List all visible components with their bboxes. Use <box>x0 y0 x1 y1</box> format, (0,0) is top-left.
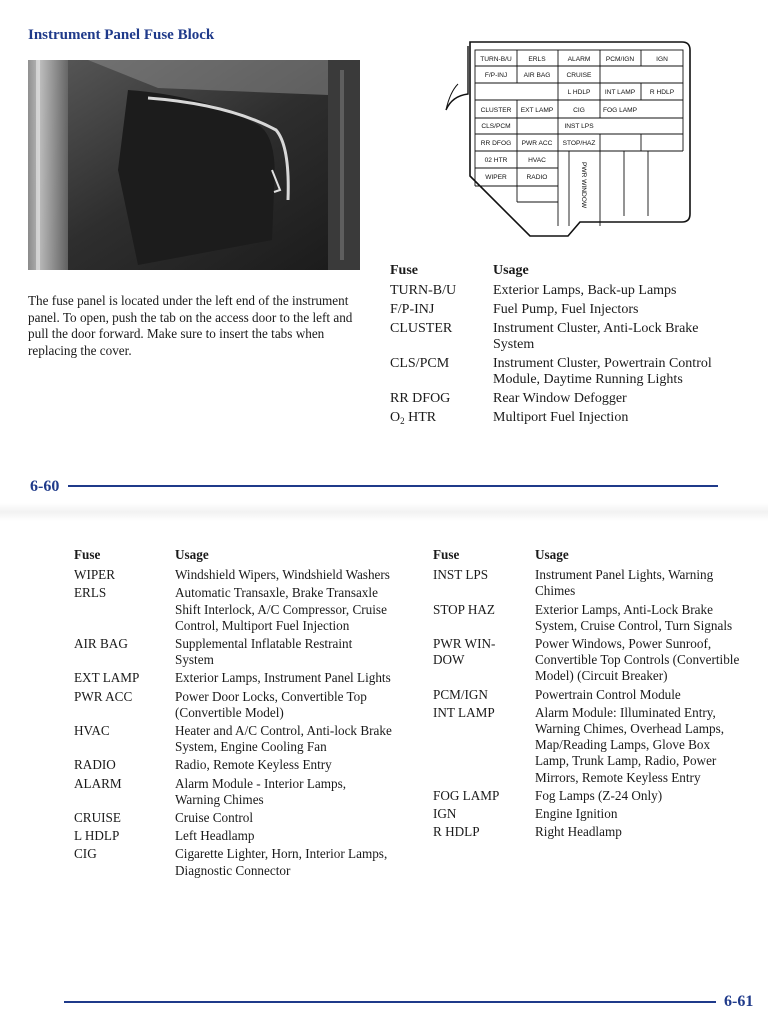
fuse-table-left <box>74 547 394 881</box>
fuse-usage: Supplemental Inflatable Restraint System <box>175 636 353 668</box>
fuse-usage: Instrument Panel Lights, Warning Chimes <box>535 567 714 599</box>
fuse-name: PWR ACC <box>74 688 133 704</box>
fuse-usage: Exterior Lamps, Anti-Lock Brake System, Cruise Control, Turn Signals <box>535 601 733 633</box>
diagram-label: FOG LAMP <box>602 107 638 114</box>
fuse-name: AIR BAG <box>74 636 128 652</box>
fuse-name: R HDLP <box>433 824 480 840</box>
fuse-usage: Power Door Locks, Convertible Top (Convertible Model) <box>175 688 367 720</box>
fuse-table-right <box>433 547 743 842</box>
page-number-left: 6-60 <box>30 478 60 495</box>
table-row <box>74 689 394 721</box>
fuse-name: CRUISE <box>74 810 121 826</box>
diagram-label: 02 HTR <box>484 157 508 164</box>
fuse-name: INT LAMP <box>433 704 495 720</box>
fuse-usage: Instrument Cluster, Anti-Lock Brake System <box>493 321 699 352</box>
fuse-usage: Alarm Module: Illuminated Entry, Warning Chimes, Overhead Lamps, Map/Reading Lamps, Glove Box Lamp, Trunk Lamp, Radio, Power Mirrors, Remote Keyless Entry <box>535 704 725 785</box>
diagram-label: RR DFOG <box>480 140 512 147</box>
diagram-label: INT LAMP <box>604 89 636 96</box>
intro-paragraph: The fuse panel is located under the left end of the instrument panel. To open, push the tab on the access door to the left and pull the door forward. Make sure to insert the tabs when replacing the cover. <box>28 293 353 358</box>
table-row <box>74 776 394 808</box>
table-row <box>390 321 720 353</box>
fuse-name: F/P-INJ <box>390 302 435 317</box>
diagram-label: PWR WINDOW <box>580 162 587 209</box>
fuse-name: CIG <box>74 846 97 862</box>
table-row <box>433 806 743 822</box>
diagram-label: PWR ACC <box>521 140 553 147</box>
fuse-usage: Heater and A/C Control, Anti-lock Brake System, Engine Cooling Fan <box>175 723 392 755</box>
fuse-usage: Power Windows, Power Sunroof, Convertible Top Controls (Convertible Model) (Circuit Breaker) <box>535 636 740 684</box>
fuse-usage: Cigarette Lighter, Horn, Interior Lamps, Diagnostic Connector <box>175 846 388 878</box>
fuse-name: L HDLP <box>74 828 120 844</box>
table-row <box>390 410 720 429</box>
usage-column-header: Usage <box>175 547 209 562</box>
fuse-name: EXT LAMP <box>74 670 140 686</box>
diagram-label: L HDLP <box>567 89 591 96</box>
fuse-usage: Powertrain Control Module <box>535 686 681 702</box>
usage-column-header: Usage <box>493 263 529 278</box>
table-row <box>433 824 743 840</box>
diagram-label: WIPER <box>485 174 507 181</box>
diagram-label: EXT LAMP <box>520 107 554 114</box>
diagram-label: ALARM <box>567 56 591 63</box>
fuse-name: RADIO <box>74 757 116 773</box>
table-row <box>390 302 720 318</box>
diagram-label: R HDLP <box>649 89 675 96</box>
table-row <box>74 757 394 773</box>
table-row <box>74 828 394 844</box>
fuse-panel-photo <box>28 60 360 270</box>
fuse-usage: Cruise Control <box>175 810 254 826</box>
fuse-name: ALARM <box>74 775 122 791</box>
fuse-usage: Fog Lamps (Z-24 Only) <box>535 787 663 803</box>
fuse-usage: Alarm Module - Interior Lamps, Warning Chimes <box>175 775 347 807</box>
fuse-name: FOG LAMP <box>433 787 500 803</box>
diagram-label: CLS/PCM <box>481 123 511 130</box>
diagram-label: F/P-INJ <box>484 72 508 79</box>
fuse-column-header: Fuse <box>74 547 101 562</box>
diagram-label: INST LPS <box>564 123 594 130</box>
diagram-label: TURN-B/U <box>480 56 512 63</box>
page-number-right: 6-61 <box>724 993 754 1010</box>
fuse-name: ERLS <box>74 585 107 601</box>
diagram-label: RADIO <box>526 174 548 181</box>
footer-rule-bottom <box>64 1001 716 1003</box>
table-row <box>74 585 394 634</box>
table-row <box>433 567 743 599</box>
fuse-name: CLUSTER <box>390 321 453 336</box>
diagram-label: AIR BAG <box>523 72 551 79</box>
diagram-label: ERLS <box>528 56 546 63</box>
table-row <box>390 356 720 388</box>
fuse-name-prefix: O <box>390 410 401 425</box>
diagram-label: STOP/HAZ <box>562 140 596 147</box>
diagram-label: CRUISE <box>566 72 592 79</box>
usage-column-header: Usage <box>535 547 569 562</box>
diagram-label: HVAC <box>528 157 546 164</box>
fuse-usage: Windshield Wipers, Windshield Washers <box>175 567 390 583</box>
fuse-name: CLS/PCM <box>390 356 450 371</box>
fuse-column-header: Fuse <box>433 547 460 562</box>
fuse-column-header: Fuse <box>390 263 418 278</box>
table-row <box>74 723 394 755</box>
fuse-name: HVAC <box>74 723 110 739</box>
fuse-block-diagram <box>400 36 692 268</box>
table-row <box>390 283 720 299</box>
table-row <box>433 788 743 804</box>
fuse-name-suffix: HTR <box>404 410 437 425</box>
table-row <box>433 705 743 786</box>
fuse-name: PWR WIN-DOW <box>433 636 496 668</box>
fuse-name: WIPER <box>74 567 116 583</box>
diagram-label: CLUSTER <box>480 107 512 114</box>
section-title: Instrument Panel Fuse Block <box>28 27 215 43</box>
fuse-name <box>390 410 493 429</box>
fuse-usage: Fuel Pump, Fuel Injectors <box>493 302 639 317</box>
fuse-usage: Rear Window Defogger <box>493 391 627 406</box>
fuse-name: TURN-B/U <box>390 283 457 298</box>
fuse-usage: Instrument Cluster, Powertrain Control Module, Daytime Running Lights <box>493 356 712 387</box>
table-row <box>74 670 394 686</box>
fuse-name: PCM/IGN <box>433 686 488 702</box>
fuse-usage: Exterior Lamps, Back-up Lamps <box>493 283 677 298</box>
footer-rule-top <box>68 485 718 487</box>
fuse-table-top <box>390 263 720 432</box>
fuse-name-subscript: 2 <box>400 416 405 426</box>
table-row <box>433 636 743 685</box>
fuse-usage: Automatic Transaxle, Brake Transaxle Shift Interlock, A/C Compressor, Cruise Control, Multiport Fuel Injection <box>175 585 387 633</box>
table-row <box>74 636 394 668</box>
table-row <box>390 391 720 407</box>
table-header <box>433 547 743 563</box>
page-gap <box>0 503 768 521</box>
diagram-label: CIG <box>573 107 585 114</box>
fuse-usage: Exterior Lamps, Instrument Panel Lights <box>175 670 391 686</box>
fuse-usage: Right Headlamp <box>535 824 622 840</box>
table-row <box>74 810 394 826</box>
fuse-name: IGN <box>433 806 457 822</box>
fuse-usage: Left Headlamp <box>175 828 255 844</box>
table-row <box>74 846 394 878</box>
table-header <box>390 263 720 279</box>
table-header <box>74 547 394 563</box>
fuse-usage: Radio, Remote Keyless Entry <box>175 757 332 773</box>
diagram-label: PCM/IGN <box>605 56 635 63</box>
fuse-usage: Multiport Fuel Injection <box>493 410 629 425</box>
table-row <box>433 602 743 634</box>
diagram-label: IGN <box>656 56 668 63</box>
fuse-name: RR DFOG <box>390 391 451 406</box>
table-row <box>74 567 394 583</box>
fuse-usage: Engine Ignition <box>535 806 618 822</box>
fuse-name: INST LPS <box>433 567 489 583</box>
table-row <box>433 687 743 703</box>
fuse-name: STOP HAZ <box>433 601 495 617</box>
